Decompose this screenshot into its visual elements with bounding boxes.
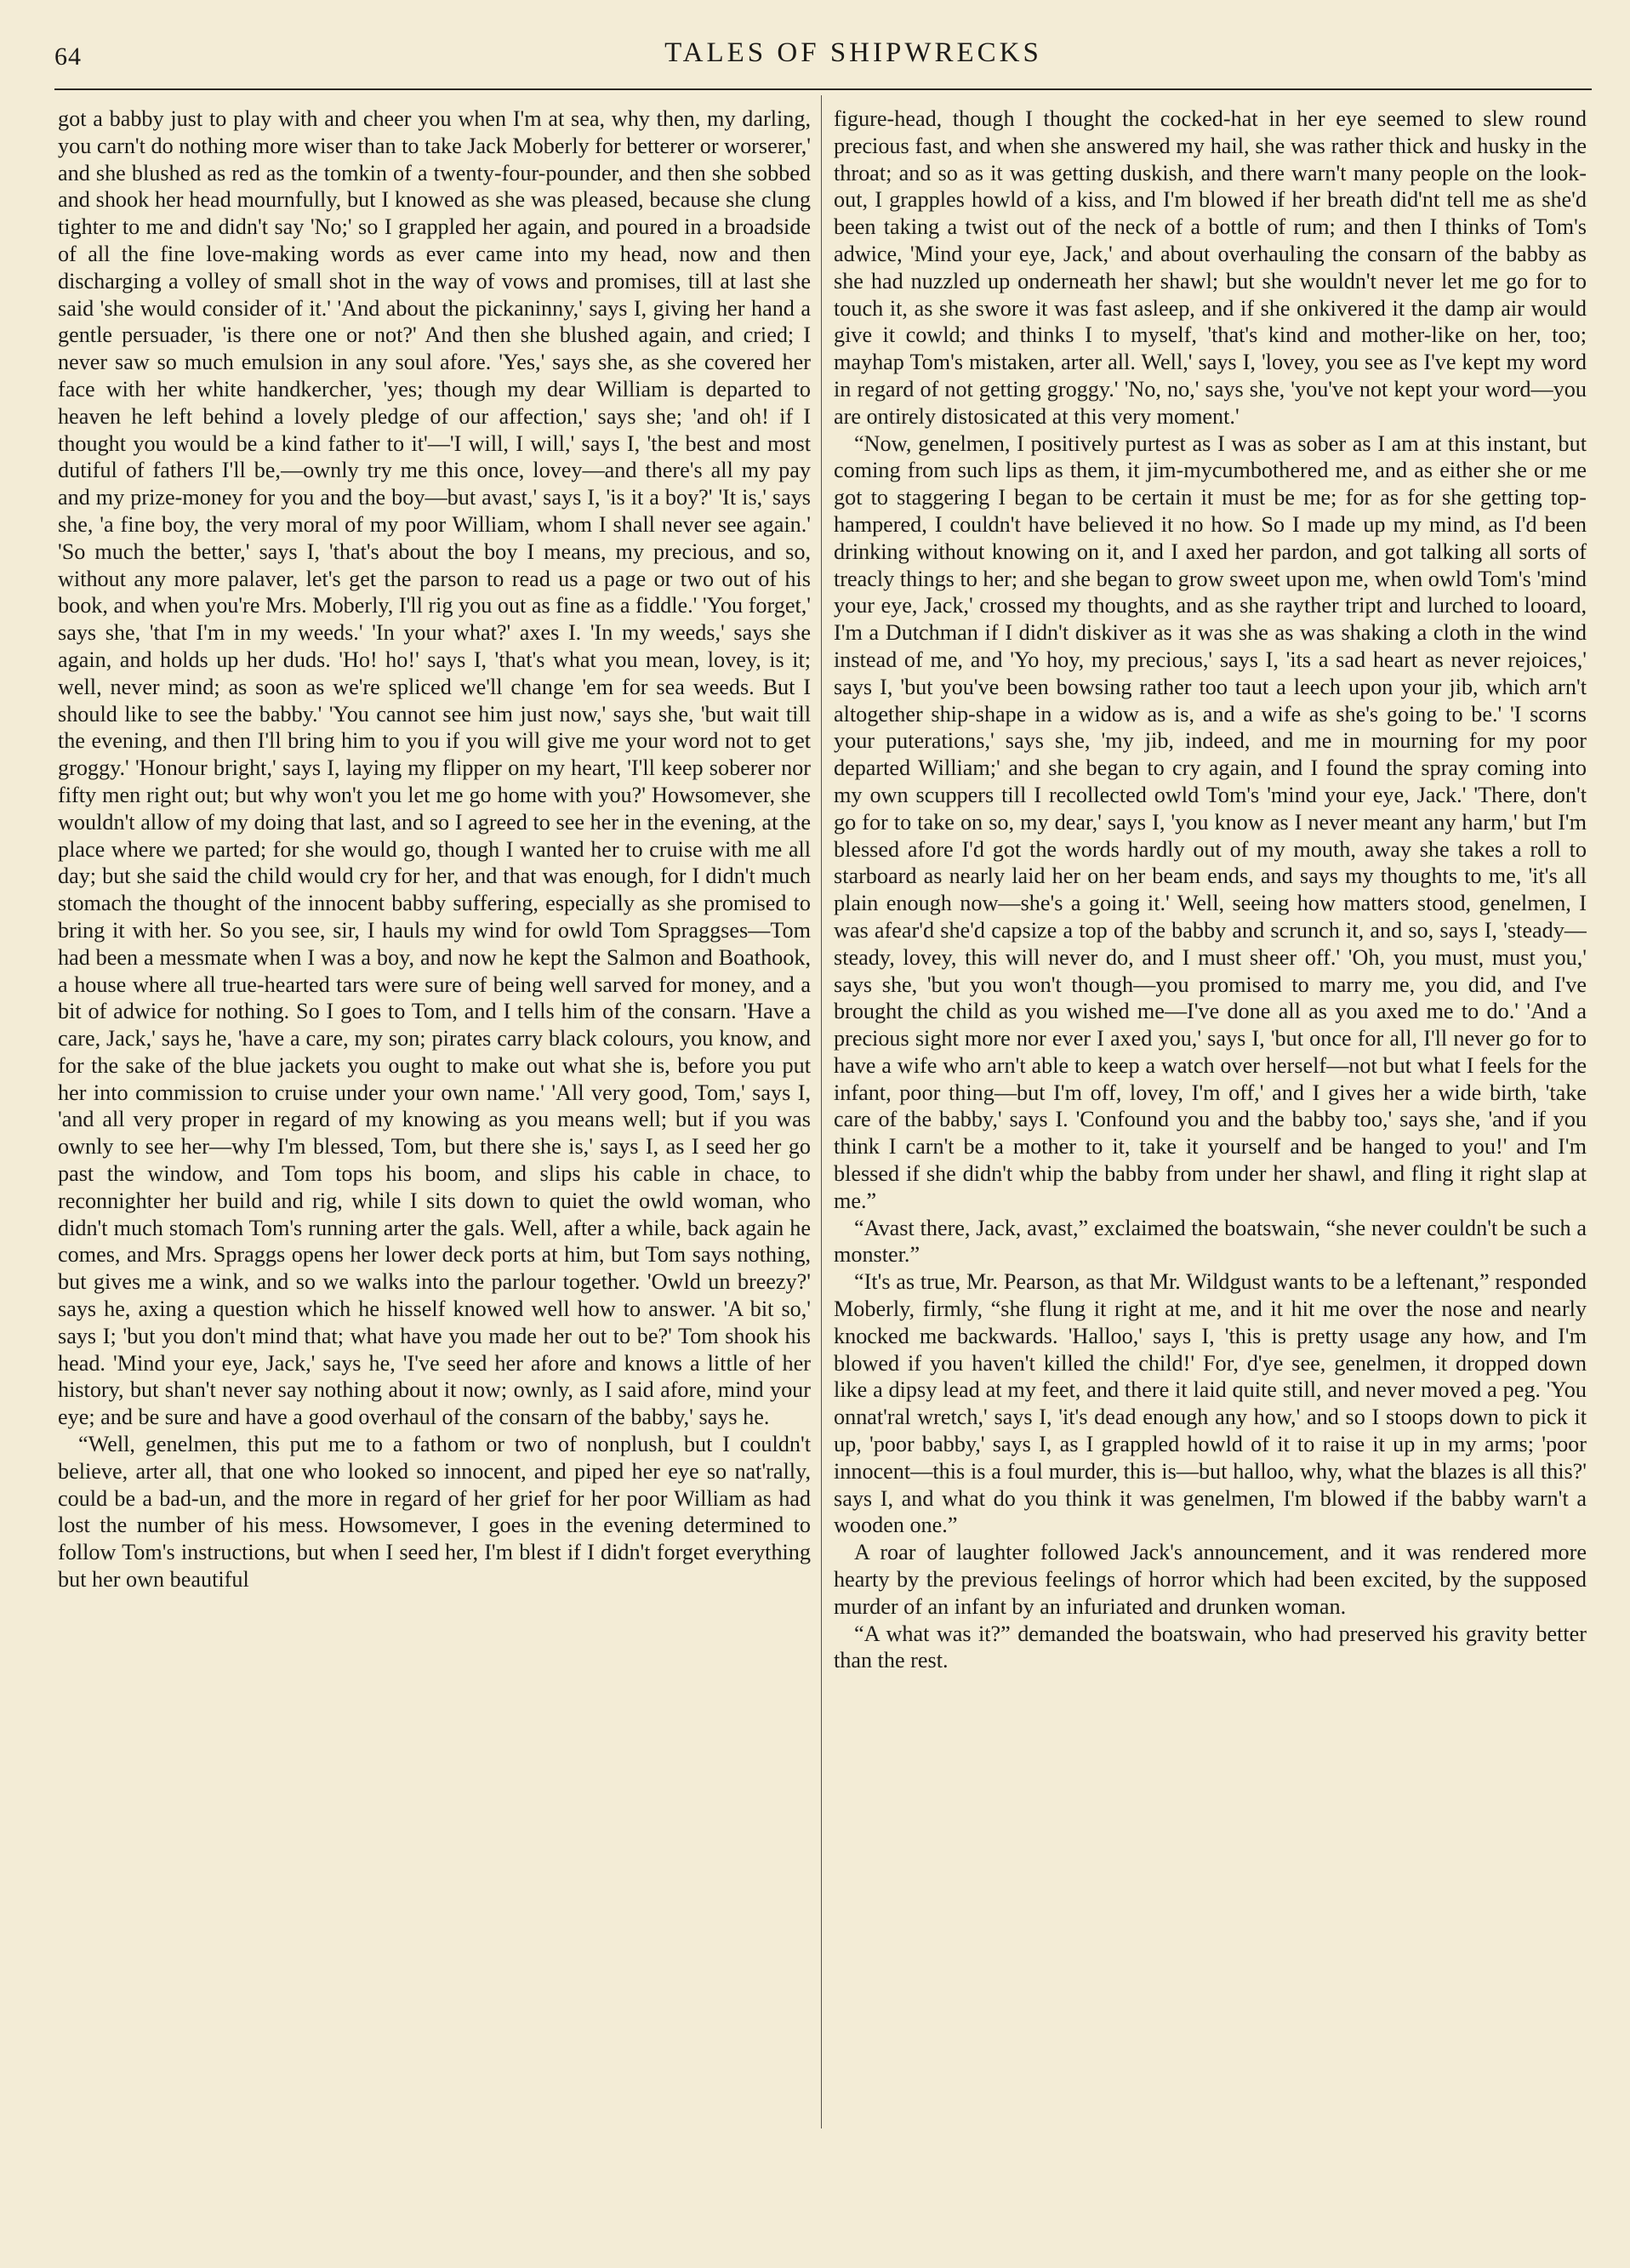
right-column xyxy=(834,105,1587,2147)
paragraph: “Well, genelmen, this put me to a fathom or two of nonplush, but I couldn't believe, arter all, that one who looked so innocent, and piped her eye so nat'rally, could be a bad-un, and the more in regard of her grief for her poor William as had lost the number of his mess. Howsomever, I goes in the evening determined to follow Tom's instructions, but when I seed her, I'm blest if I didn't forget everything but her own beautiful xyxy=(58,1432,811,1593)
page-number: 64 xyxy=(54,43,82,71)
paragraph: “Now, genelmen, I positively purtest as I was as sober as I am at this instant, but coming from such lips as them, it jim-mycumbothered me, and as either she or me got to staggering I began to be certain it must be me; for as for she getting top-hampered, I couldn't have believed it no how. So I made up my mind, as I'd been drinking without knowing on it, and I axed her pardon, and got talking all sorts of treacly things to her; and she began to grow sweet upon me, when owld Tom's 'mind your eye, Jack,' crossed my thoughts, and as she rayther tript and lurched to looard, I'm a Dutchman if I didn't diskiver as it was she as was shaking a cloth in the wind instead of me, and 'Yo hoy, my precious,' says I, 'its a sad heart as never rejoices,' says I, 'but you've been bowsing rather too taut a leech upon your jib, which arn't altogether ship-shape in a widow as is, and a wife as she's going to be.' 'I scorns your puterations,' says she, 'my jib, indeed, and me in mourning for my poor departed William;' and she began to cry again, and I found the spray coming into my own scuppers till I recollected owld Tom's 'mind your eye, Jack.' 'There, don't go for to take on so, my dear,' says I, 'you know as I never meant any harm,' but I'm blessed afore I'd got the words hardly out of my mouth, away she takes a roll to starboard as nearly laid her on her beam ends, and says my thoughts to me, 'it's all plain enough now—she's a going it.' Well, seeing how matters stood, genelmen, I was afear'd she'd capsize a top of the babby and scrunch it, and so, says I, 'steady—steady, lovey, this will never do, and I must sheer off.' 'Oh, you must, must you,' says she, 'but you won't though—you promised to marry me, you did, and I've brought the child as you wished me—I've done all as you axed me to do.' 'And a precious sight more nor ever I axed you,' says I, 'but once for all, I'll never go for to have a wife who arn't able to keep a watch over herself—not but what I feels for the infant, poor thing—but I'm off, lovey, I'm off,' and I gives her a wide birth, 'take care of the babby,' says I. 'Confound you and the babby too,' says she, 'and if you think I carn't be a mother to it, take it yourself and be hanged to you!' and I'm blessed if she didn't whip the babby from under her shawl, and fling it right slap at me.” xyxy=(834,430,1587,1213)
paragraph: figure-head, though I thought the cocked-hat in her eye seemed to slew round precious fast, and when she answered my hail, she was rather thick and husky in the throat; and so as it was getting duskish, and there warn't many people on the look-out, I grapples howld of a kiss, and I'm blowed if her breath did'nt tell me as she'd been taking a twist out of the neck of a bottle of rum; and then I thinks of Tom's adwice, 'Mind your eye, Jack,' and about overhauling the consarn of the babby as she had nuzzled up onderneath her shawl; but she wouldn't never let me go for to touch it, as she swore it was fast asleep, and if she onkivered it the damp air would give it cowld; and thinks I to myself, 'that's kind and mother-like on her, too; mayhap Tom's mistaken, arter all. Well,' says I, 'lovey, you see as I've kept my word in regard of not getting groggy.' 'No, no,' says she, 'you've not kept your word—you are ontirely distosicated at this very moment.' xyxy=(834,106,1587,429)
header-rule xyxy=(54,88,1592,90)
left-column xyxy=(58,105,811,2147)
column-divider xyxy=(821,95,822,2128)
paragraph: “Avast there, Jack, avast,” exclaimed the boatswain, “she never couldn't be such a monster.” xyxy=(834,1215,1587,1268)
running-title: TALES OF SHIPWRECKS xyxy=(664,37,1042,68)
paragraph: “It's as true, Mr. Pearson, as that Mr. Wildgust wants to be a leftenant,” responded Moberly, firmly, “she flung it right at me, and it hit me over the nose and nearly knocked me backwards. 'Halloo,' says I, 'this is pretty usage any how, and I'm blowed if you haven't killed the child!' For, d'ye see, genelmen, it dropped down like a dipsy lead at my feet, and there it laid quite still, and never moved a peg. 'You onnat'ral wretch,' says I, 'it's dead enough any how,' and so I stoops down to pick it up, 'poor babby,' says I, as I grappled howld of it to raise it up in my arms; 'poor innocent—this is a foul murder, this is—but halloo, why, what the blazes is all this?' says I, and what do you think it was genelmen, I'm blowed if the babby warn't a wooden one.” xyxy=(834,1269,1587,1538)
paragraph: A roar of laughter followed Jack's announcement, and it was rendered more hearty by the previous feelings of horror which had been excited, by the supposed murder of an infant by an infuriated and drunken woman. xyxy=(834,1540,1587,1619)
paragraph: “A what was it?” demanded the boatswain, who had preserved his gravity better than the rest. xyxy=(834,1621,1587,1673)
paragraph: got a babby just to play with and cheer you when I'm at sea, why then, my darling, you carn't do nothing more wiser than to take Jack Moberly for betterer or worserer,' and she blushed as red as the tomkin of a twenty-four-pounder, and then she sobbed and shook her head mournfully, but I knowed as she was pleased, because she clung tighter to me and didn't say 'No;' so I grappled her again, and poured in a broadside of all the fine love-making words as ever came into my head, now and then discharging a volley of small shot in the way of vows and promises, till at last she said 'she would consider of it.' 'And about the pickaninny,' says I, giving her hand a gentle persuader, 'is there one or not?' And then she blushed again, and cried; I never saw so much emulsion in any soul afore. 'Yes,' says she, as she covered her face with her white handkercher, 'yes; though my dear William is departed to heaven he left behind a lovely pledge of our affection,' says she; 'and oh! if I thought you would be a kind father to it'—'I will, I will,' says I, 'the best and most dutiful of fathers I'll be,—ownly try me this once, lovey—and there's all my pay and my prize-money for you and the boy—but avast,' says I, 'is it a boy?' 'It is,' says she, 'a fine boy, the very moral of my poor William, whom I shall never see again.' 'So much the better,' says I, 'that's about the boy I means, my precious, and so, without any more palaver, let's get the parson to read us a page or two out of his book, and when you're Mrs. Moberly, I'll rig you out as fine as a fiddle.' 'You forget,' says she, 'that I'm in my weeds.' 'In your what?' axes I. 'In my weeds,' says she again, and holds up her duds. 'Ho! ho!' says I, 'that's what you mean, lovey, is it; well, never mind; as soon as we're spliced we'll change 'em for sea weeds. But I should like to see the babby.' 'You cannot see him just now,' says she, 'but wait till the evening, and then I'll bring him to you if you will give me your word not to get groggy.' 'Honour bright,' says I, laying my flipper on my heart, 'I'll keep soberer nor fifty men right out; but why won't you let me go home with you?' Howsomever, she wouldn't allow of my doing that last, and so I agreed to see her in the evening, at the place where we parted; for she would go, though I wanted her to cruise with me all day; but she said the child would cry for her, and that was enough, for I didn't much stomach the thought of the innocent babby suffering, especially as she promised to bring it with her. So you see, sir, I hauls my wind for owld Tom Spraggses—Tom had been a messmate when I was a boy, and now he kept the Salmon and Boathook, a house where all true-hearted tars were sure of being well sarved for money, and a bit of adwice for nothing. So I goes to Tom, and I tells him of the consarn. 'Have a care, Jack,' says he, 'have a care, my son; pirates carry black colours, you know, and for the sake of the blue jackets you ought to make out what she is, before you put her into commission to cruise under your own name.' 'All very good, Tom,' says I, 'and all very proper in regard of my knowing as you means well; but if you was ownly to see her—why I'm blessed, Tom, but there she is,' says I, as I seed her go past the window, and Tom tops his boom, and slips his cable in chace, to reconnighter her build and rig, while I sits down to quiet the owld woman, who didn't much stomach Tom's running arter the gals. Well, after a while, back again he comes, and Mrs. Spraggs opens her lower deck ports at him, but Tom says nothing, but gives me a wink, and so we walks into the parlour together. 'Owld un breezy?' says he, axing a question which he hisself knowed well how to answer. 'A bit so,' says I; 'but you don't mind that; what have you made her out to be?' Tom shook his head. 'Mind your eye, Jack,' says he, 'I've seed her afore and knows a little of her history, but shan't never say nothing about it now; ownly, as I said afore, mind your eye; and be sure and have a good overhaul of the consarn of the babby,' says he. xyxy=(58,106,811,1430)
